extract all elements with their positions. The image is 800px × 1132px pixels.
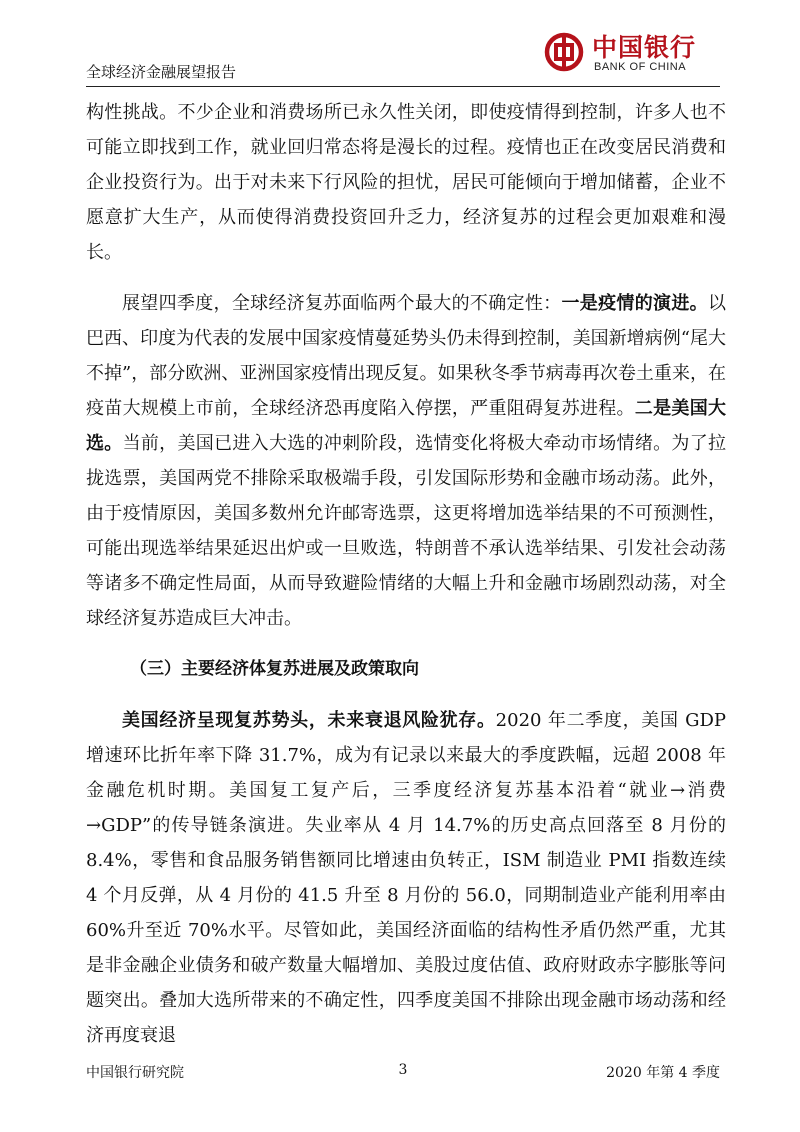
page-number: 3 [398, 1062, 408, 1078]
us-economy-text: 2020 年二季度，美国 GDP 增速环比折年率下降 31.7%，成为有记录以来最大的季度跌幅，远超 2008 年金融危机时期。美国复工复产后，三季度经济复苏基本沿着“就业→消费→GDP”的传导链条演进。失业率从 4 月 14.7%的历史高点回落至 8 月份的 8.4%，零售和食品服务销售额同比增速由负转正，ISM 制造业 PMI 指数连续 4 个月反弹，从 4 月份的 41.5 升至 8 月份的 56.0，同期制造业产能利用率由 60%升至近 70%水平。尽管如此，美国经济面临的结构性矛盾仍然严重，尤其是非金融企业债务和破产数量大幅增加、美股过度估值、政府财政赤字膨胀等问题突出。叠加大选所带来的不确定性，四季度美国不排除出现金融市场动荡和经济再度衰退 [86, 710, 726, 1046]
paragraph-gap [86, 636, 726, 652]
paragraph-us-economy [86, 703, 726, 1053]
paragraph-outlook [86, 286, 726, 636]
paragraph-continuation: 构性挑战。不少企业和消费场所已永久性关闭，即使疫情得到控制，许多人也不可能立即找到工作，就业回归常态将是漫长的过程。疫情也正在改变居民消费和企业投资行为。出于对未来下行风险的担忧，居民可能倾向于增加储蓄，企业不愿意扩大生产，从而使得消费投资回升乏力，经济复苏的过程会更加艰难和漫长。 [86, 102, 726, 263]
section-heading: （三）主要经济体复苏进展及政策取向 [130, 659, 419, 679]
outlook-point-one-text: 以巴西、印度为代表的发展中国家疫情蔓延势头仍未得到控制，美国新增病例“尾大不掉”，部分欧洲、亚洲国家疫情出现反复。如果秋冬季节病毒再次卷土重来，在疫苗大规模上市前，全球经济恐再度陷入停摆，严重阻碍复苏进程。 [86, 293, 726, 419]
outlook-point-two: 二是美国大选。 [86, 398, 727, 454]
report-title: 全球经济金融展望报告 [86, 63, 237, 81]
bank-logo [544, 28, 720, 80]
page-footer [86, 1062, 720, 1084]
document-body [86, 95, 726, 1053]
bank-seal-icon [544, 32, 584, 72]
outlook-point-two-text: 当前，美国已进入大选的冲刺阶段，选情变化将极大牵动市场情绪。为了拉拢选票，美国两党不排除采取极端手段，引发国际形势和金融市场动荡。此外，由于疫情原因，美国多数州允许邮寄选票，这更将增加选举结果的不可预测性，可能出现选举结果延迟出炉或一旦败选，特朗普不承认选举结果、引发社会动荡等诸多不确定性局面，从而导致避险情绪的大幅上升和金融市场剧烈动荡，对全球经济复苏造成巨大冲击。 [86, 433, 727, 629]
outlook-intro: 展望四季度，全球经济复苏面临两个最大的不确定性： [122, 293, 562, 314]
logo-chinese-text: 中国银行 [592, 33, 697, 62]
footer-institution: 中国银行研究院 [86, 1065, 184, 1081]
outlook-point-one: 一是疫情的演进。 [561, 293, 708, 314]
page-header [86, 28, 720, 86]
footer-period: 2020 年第 4 季度 [606, 1065, 720, 1081]
paragraph-gap [86, 687, 726, 703]
header-divider [86, 86, 720, 87]
us-economy-lead: 美国经济呈现复苏势头，未来衰退风险犹存。 [122, 710, 496, 731]
paragraph-gap [86, 270, 726, 286]
logo-english-text: BANK OF CHINA [594, 61, 687, 73]
